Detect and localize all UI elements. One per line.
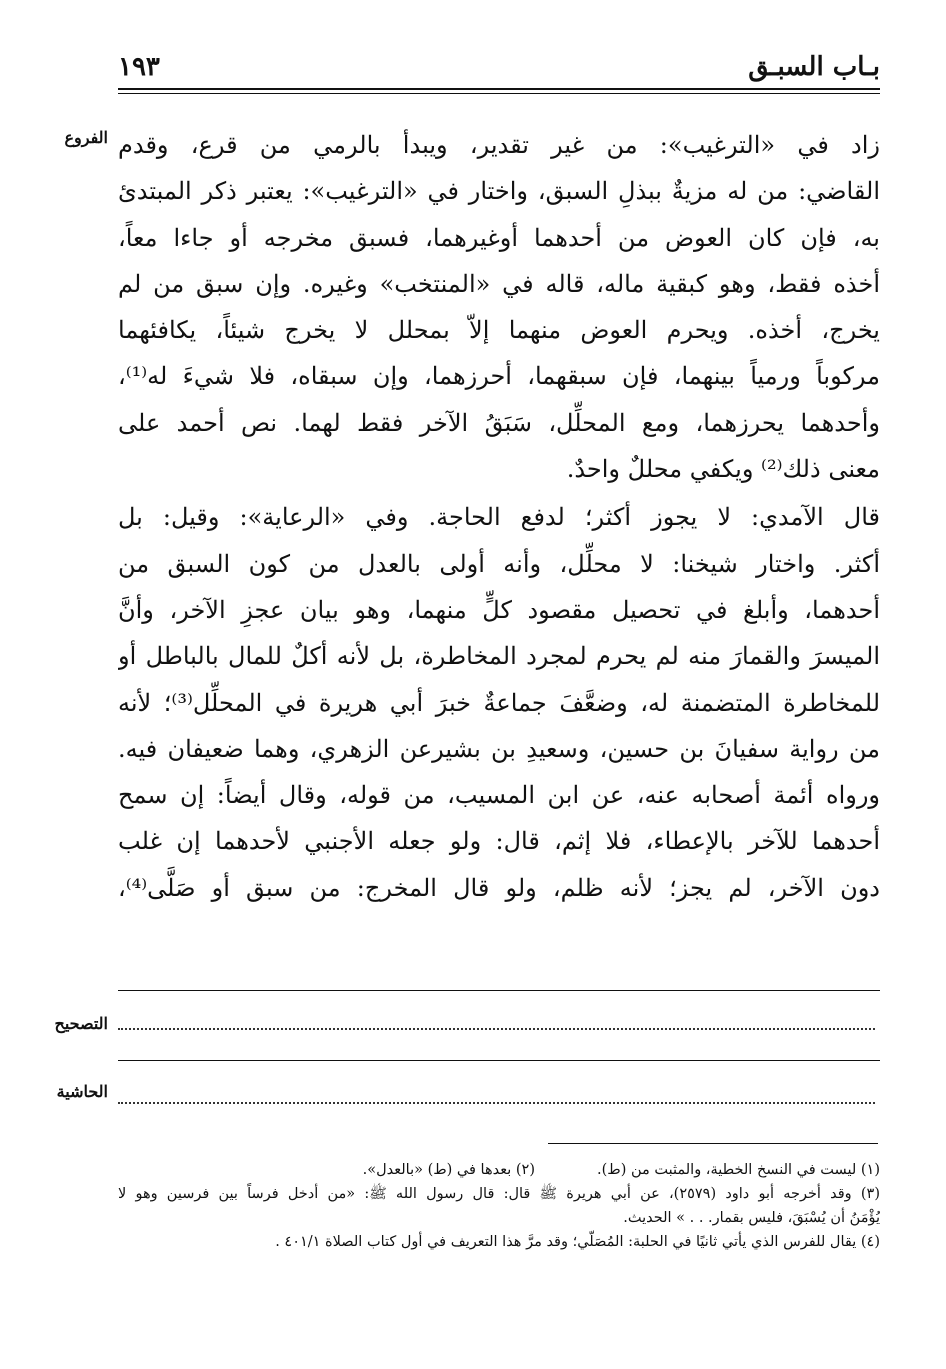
text-line: مركوباً ورمياً بينهما، فإن سبقهما، أحرزهما، وإن سبقاه، فلا شيءَ له⁽¹⁾، [118,362,880,391]
text-line: للمخاطرة المتضمنة له، وضعَّفَ جماعةٌ خبرَ أبي هريرة في المحلِّل⁽³⁾؛ لأنه [118,688,880,717]
text-line: أكثر. واختار شيخنا: لا محلِّل، وأنه أولى بالعدل من كون السبق من [118,549,880,578]
margin-label-tashih: التصحيح [54,1014,108,1033]
text-line: أخذه فقط، وهو كبقية ماله، قاله في «المنتخب» وغيره. وإن سبق من لم [118,269,880,298]
footnote-rule [548,1143,878,1144]
page-number: ١٩٣ [118,52,160,82]
text-line: معنى ذلك⁽²⁾ ويكفي محللٌ واحدٌ. [566,455,880,484]
footnote-4: (٤) يقال للفرس الذي يأتي ثانيًا في الحلبة: المُصَلّي؛ وقد مرَّ هذا التعريف في أول كتاب الصلاة ٤٠١/١ . [275,1234,880,1250]
text-line: دون الآخر، لم يجز؛ لأنه ظلم، ولو قال المخرج: من سبق أو صَلَّى⁽⁴⁾، [118,873,880,902]
section-divider [118,990,880,991]
margin-label-hashiya: الحاشية [56,1082,108,1101]
text-line: يخرج، أخذه. ويحرم العوض منهما إلاّ بمحلل لا يخرج شيئاً، يكافئهما [118,316,880,345]
margin-label-furu: الفروع [64,128,108,147]
main-text [118,122,880,911]
footnote-3: (٣) وقد أخرجه أبو داود (٢٥٧٩)، عن أبي هريرة ﷺ قال: قال رسول الله ﷺ: «من أدخل فرساً بين فرسين وهو لا [118,1186,880,1202]
section-divider [118,1060,880,1061]
text-line: وأحدهما يحرزهما، ومع المحلِّل، سَبَقُ الآخر فقط لهما. نص أحمد على [118,408,880,437]
chapter-title: بـاب السبـق [748,52,880,82]
footnote-1: (١) ليست في النسخ الخطية، والمثبت من (ط). [597,1162,880,1178]
page-header [118,52,880,92]
footnote-3-continued: يُؤْمَنُ أن يُسْبَقَ، فليس بقمار. . . » الحديث. [623,1210,880,1226]
footnote-2: (٢) بعدها في (ط) «بالعدل». [362,1162,535,1178]
text-line: قال الآمدي: لا يجوز أكثر؛ لدفع الحاجة. وفي «الرعاية»: وقيل: بل [118,503,880,532]
text-line: من رواية سفيانَ بن حسين، وسعيدِ بن بشيرعن الزهري، وهما ضعيفان فيه. [118,734,880,763]
header-rule-thin [118,93,880,94]
text-line: أحدهما، وأبلغ في تحصيل مقصود كلٍّ منهما، وهو بيان عجزِ الآخر، وأنَّ [118,595,880,624]
text-line: به، فإن كان العوض من أحدهما أوغيرهما، فسبق مخرجه أو جاءا معاً، [118,223,880,252]
text-line: أحدهما للآخر بالإعطاء، فلا إثم، قال: ولو جعله الأجنبي لأحدهما إن غلب [118,827,880,856]
text-line: القاضي: من له مزيةٌ ببذلِ السبق، واختار في «الترغيب»: يعتبر ذكر المبتدئ [118,177,880,206]
header-rule [118,88,880,90]
footnote-row [118,1158,880,1182]
tashih-dotted-line [118,1028,875,1030]
text-line: الميسرَ والقمارَ منه لم يحرم لمجرد المخاطرة، بل لأنه أكلٌ للمال بالباطل أو [118,642,880,671]
text-line: زاد في «الترغيب»: من غير تقدير، ويبدأ بالرمي من قرع، وقدم [118,131,880,159]
hashiya-dotted-line [118,1102,875,1104]
footnotes [118,1158,880,1254]
text-line: ورواه أئمة أصحابه عنه، عن ابن المسيب، من قوله، وقال أيضاً: إن سمح [118,781,880,810]
